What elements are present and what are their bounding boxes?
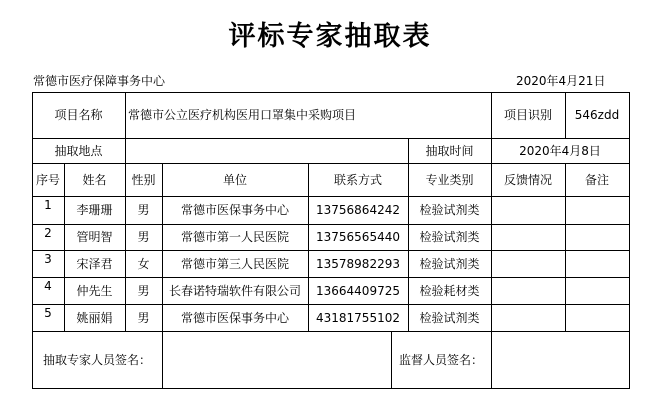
row-4-unit: 长春诺特瑞软件有限公司 [168, 283, 301, 298]
row-2-remarks [565, 224, 629, 250]
project-id-label: 项目识别 [503, 108, 552, 122]
row-5-index: 5 [44, 306, 52, 320]
page-title: 评标专家抽取表 [228, 21, 432, 52]
row-5-contact: 43181755102 [316, 310, 400, 325]
row-1-category: 检验试剂类 [419, 203, 480, 217]
row-1-feedback [491, 196, 565, 224]
form-date: 2020年4月21日 [516, 74, 606, 88]
row-2-category: 检验试剂类 [419, 230, 480, 244]
row-2-unit: 常德市第一人民医院 [180, 230, 289, 244]
row-5-name: 姚丽娟 [76, 310, 113, 325]
draw-place-label: 抽取地点 [54, 143, 103, 158]
row-4-category: 检验耗材类 [419, 283, 480, 298]
project-name-label: 项目名称 [54, 108, 103, 122]
row-4-name: 仲先生 [76, 283, 113, 298]
row-5-unit: 常德市医保事务中心 [180, 310, 289, 325]
organization-name: 常德市医疗保障事务中心 [33, 74, 166, 88]
row-1-remarks [565, 196, 629, 224]
row-1-name: 李珊珊 [76, 203, 113, 217]
header-gender: 性别 [131, 172, 156, 187]
header-unit: 单位 [222, 172, 247, 187]
project-id-value: 546zdd [574, 108, 620, 122]
row-1-index: 1 [44, 198, 52, 212]
supervisor-signature-field[interactable] [491, 331, 629, 388]
row-2-name: 管明智 [76, 230, 113, 244]
header-category: 专业类别 [425, 172, 474, 187]
row-5-feedback [491, 304, 565, 331]
header-name: 姓名 [82, 172, 107, 187]
row-3-gender: 女 [137, 256, 150, 271]
row-3-feedback [491, 250, 565, 277]
row-5-remarks [565, 304, 629, 331]
row-3-index: 3 [44, 252, 52, 266]
row-1-contact: 13756864242 [316, 203, 400, 217]
row-3-category: 检验试剂类 [419, 256, 480, 271]
row-4-feedback [491, 277, 565, 304]
table-rule [629, 92, 630, 388]
supervisor-signature-label: 监督人员签名： [398, 352, 483, 367]
draw-time-value: 2020年4月8日 [519, 143, 601, 158]
draw-place-value [125, 138, 408, 163]
row-3-remarks [565, 250, 629, 277]
drawer-signature-label: 抽取专家人员签名： [42, 352, 151, 367]
row-2-index: 2 [44, 226, 52, 240]
header-feedback: 反馈情况 [503, 172, 552, 187]
drawer-signature-field[interactable] [162, 331, 391, 388]
header-index: 序号 [35, 172, 60, 187]
row-3-unit: 常德市第三人民医院 [180, 256, 289, 271]
header-contact: 联系方式 [333, 172, 382, 187]
draw-time-label: 抽取时间 [425, 143, 474, 158]
row-4-contact: 13664409725 [316, 283, 400, 298]
row-5-category: 检验试剂类 [419, 310, 480, 325]
row-1-gender: 男 [137, 203, 150, 217]
project-name-value: 常德市公立医疗机构医用口罩集中采购项目 [128, 108, 357, 122]
row-3-name: 宋泽君 [76, 256, 113, 271]
row-4-gender: 男 [137, 283, 150, 298]
row-2-gender: 男 [137, 230, 150, 244]
row-2-feedback [491, 224, 565, 250]
row-5-gender: 男 [137, 310, 150, 325]
row-4-index: 4 [44, 279, 52, 293]
table-rule [32, 388, 630, 389]
row-3-contact: 13578982293 [316, 256, 400, 271]
row-4-remarks [565, 277, 629, 304]
row-2-contact: 13756565440 [316, 230, 400, 244]
row-1-unit: 常德市医保事务中心 [180, 203, 289, 217]
header-remarks: 备注 [584, 172, 609, 187]
